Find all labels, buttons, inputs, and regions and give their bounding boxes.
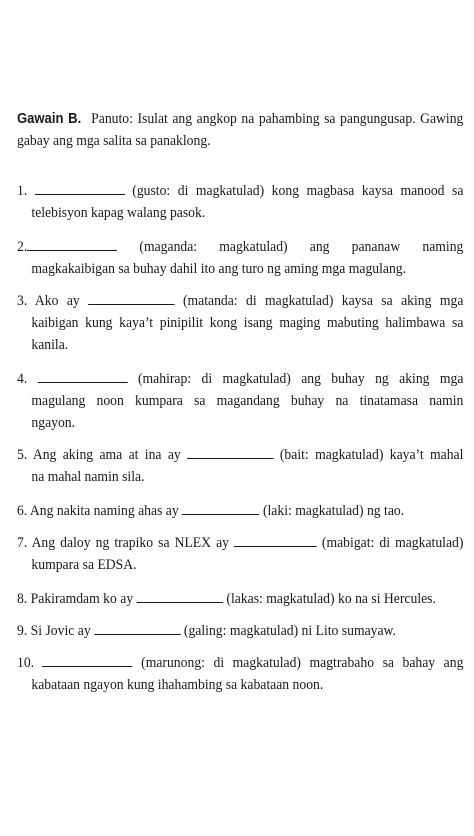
question-prefix: 9. Si Jovic ay <box>17 622 95 639</box>
question-prefix: 8. Pakiramdam ko ay <box>17 590 137 607</box>
answer-blank <box>27 238 117 251</box>
question-continuation: na mahal namin sila. <box>31 468 145 485</box>
answer-blank <box>43 654 133 667</box>
question-continuation: kumpara sa EDSA. <box>31 556 137 573</box>
answer-blank <box>234 534 317 547</box>
answer-blank <box>137 590 223 603</box>
question-text: (mahirap: di magkatulad) ang buhay ng aking mga <box>127 370 464 387</box>
question-prefix: 1. <box>17 182 35 199</box>
question-text: (mabigat: di magkatulad) <box>316 534 464 551</box>
question-text: (bait: magkatulad) kaya’t mahal <box>273 446 464 463</box>
question-continuation: kabataan ngayon kung ihahambing sa kabataan noon. <box>31 676 324 693</box>
question-8 <box>17 588 463 610</box>
question-text: (galing: magkatulad) ni Lito sumayaw. <box>180 622 396 639</box>
question-continuation: magulang noon kumpara sa magandang buhay na tinatamasa namin <box>31 392 464 409</box>
question-continuation: telebisyon kapag walang pasok. <box>31 204 206 221</box>
question-continuation: kanila. <box>31 336 69 353</box>
question-prefix: 6. Ang nakita naming ahas ay <box>17 502 183 519</box>
question-7 <box>17 532 463 576</box>
question-5 <box>17 444 463 488</box>
answer-blank <box>38 370 128 383</box>
answer-blank <box>187 446 273 459</box>
question-continuation: magkakaibigan sa buhay dahil ito ang turo ng aming mga magulang. <box>31 260 407 277</box>
activity-header <box>17 108 463 151</box>
question-continuation: kaibigan kung kaya’t pinipilit kong isang maging mabuting halimbawa sa <box>31 314 464 331</box>
answer-blank <box>182 502 259 515</box>
question-prefix: 10. <box>17 654 43 671</box>
question-1 <box>17 180 463 224</box>
instruction-text: Panuto: Isulat ang angkop na pahambing sa pangungusap. Gawing gabay ang mga salita sa panaklong. <box>17 110 464 149</box>
answer-blank <box>35 182 125 195</box>
question-text: (laki: magkatulad) ng tao. <box>259 502 405 519</box>
question-prefix: 7. Ang daloy ng trapiko sa NLEX ay <box>17 534 235 551</box>
question-2 <box>17 236 463 280</box>
question-9 <box>17 620 463 642</box>
question-continuation: ngayon. <box>31 414 76 431</box>
activity-label: Gawain B. <box>17 111 82 127</box>
question-text: (marunong: di magkatulad) magtrabaho sa bahay ang <box>132 654 464 671</box>
question-4 <box>17 368 463 434</box>
answer-blank <box>94 622 180 635</box>
question-3 <box>17 290 463 356</box>
question-6 <box>17 500 463 522</box>
answer-blank <box>88 292 174 305</box>
question-prefix: 4. <box>17 370 38 387</box>
question-prefix: 2. <box>17 238 28 255</box>
question-prefix: 5. Ang aking ama at ina ay <box>17 446 188 463</box>
question-text: (maganda: magkatulad) ang pananaw naming <box>117 238 464 255</box>
question-10 <box>17 652 463 696</box>
question-text: (gusto: di magkatulad) kong magbasa kaysa manood sa <box>124 182 464 199</box>
question-text: (lakas: magkatulad) ko na si Hercules. <box>222 590 436 607</box>
question-prefix: 3. Ako ay <box>17 292 89 309</box>
question-text: (matanda: di magkatulad) kaysa sa aking mga <box>174 292 464 309</box>
